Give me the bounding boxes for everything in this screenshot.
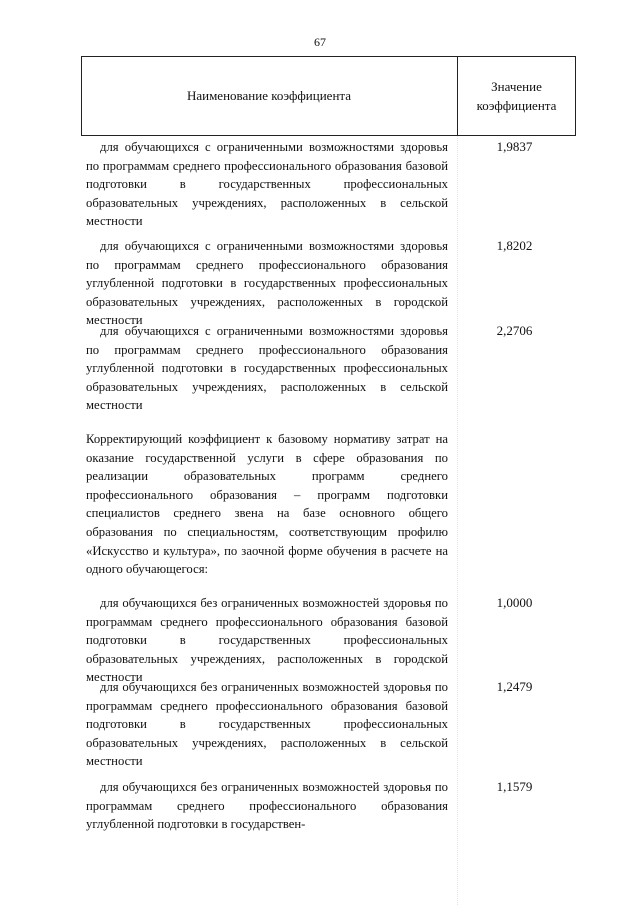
row-4-text: Корректирующий коэффициент к базовому нормативу затрат на оказание государственной услуги в сфере образования по реализации образовательных программ среднего профессионального образования – программ подготовки специалистов среднего звена на базе основного общего образования по специальностям, соответствующим профилю «Искусство и культура», по заочной форме обучения в расчете на одного обучающегося:	[86, 432, 448, 577]
row-2-value: 1,8202	[496, 238, 533, 253]
row-5-text: для обучающихся без ограниченных возможностей здоровья по программам среднего профессионального образования базовой подготовки в государственных профессиональных образовательных учреждениях, расположенных в городской местности	[86, 596, 448, 685]
row-1-text: для обучающихся с ограниченными возможностями здоровья по программам среднего профессионального образования базовой подготовки в государственных профессиональных образовательных учреждениях, расположенных в сельской местности	[86, 140, 448, 229]
header-coefficient-value: Значение коэффициента	[476, 79, 557, 113]
row-7-text: для обучающихся без ограниченных возможностей здоровья по программам среднего профессионального образования углубленной подготовки в государствен-	[86, 780, 448, 832]
row-6-value: 1,2479	[496, 679, 533, 694]
row-6-text: для обучающихся без ограниченных возможностей здоровья по программам среднего профессионального образования базовой подготовки в государственных профессиональных образовательных учреждениях, расположенных в сельской местности	[86, 680, 448, 769]
row-2-text: для обучающихся с ограниченными возможностями здоровья по программам среднего профессионального образования углубленной подготовки в государственных профессиональных образовательных учреждениях, расположенных в городской местности	[86, 239, 448, 328]
row-7-value: 1,1579	[496, 779, 533, 794]
row-3-value: 2,2706	[496, 323, 533, 338]
row-1-value: 1,9837	[496, 139, 533, 154]
row-5-value: 1,0000	[496, 595, 533, 610]
header-coefficient-name: Наименование коэффициента	[186, 88, 352, 103]
row-3-text: для обучающихся с ограниченными возможностями здоровья по программам среднего профессионального образования углубленной подготовки в государственных профессиональных образовательных учреждениях, расположенных в сельской местности	[86, 324, 448, 413]
page-number: 67	[314, 35, 326, 49]
